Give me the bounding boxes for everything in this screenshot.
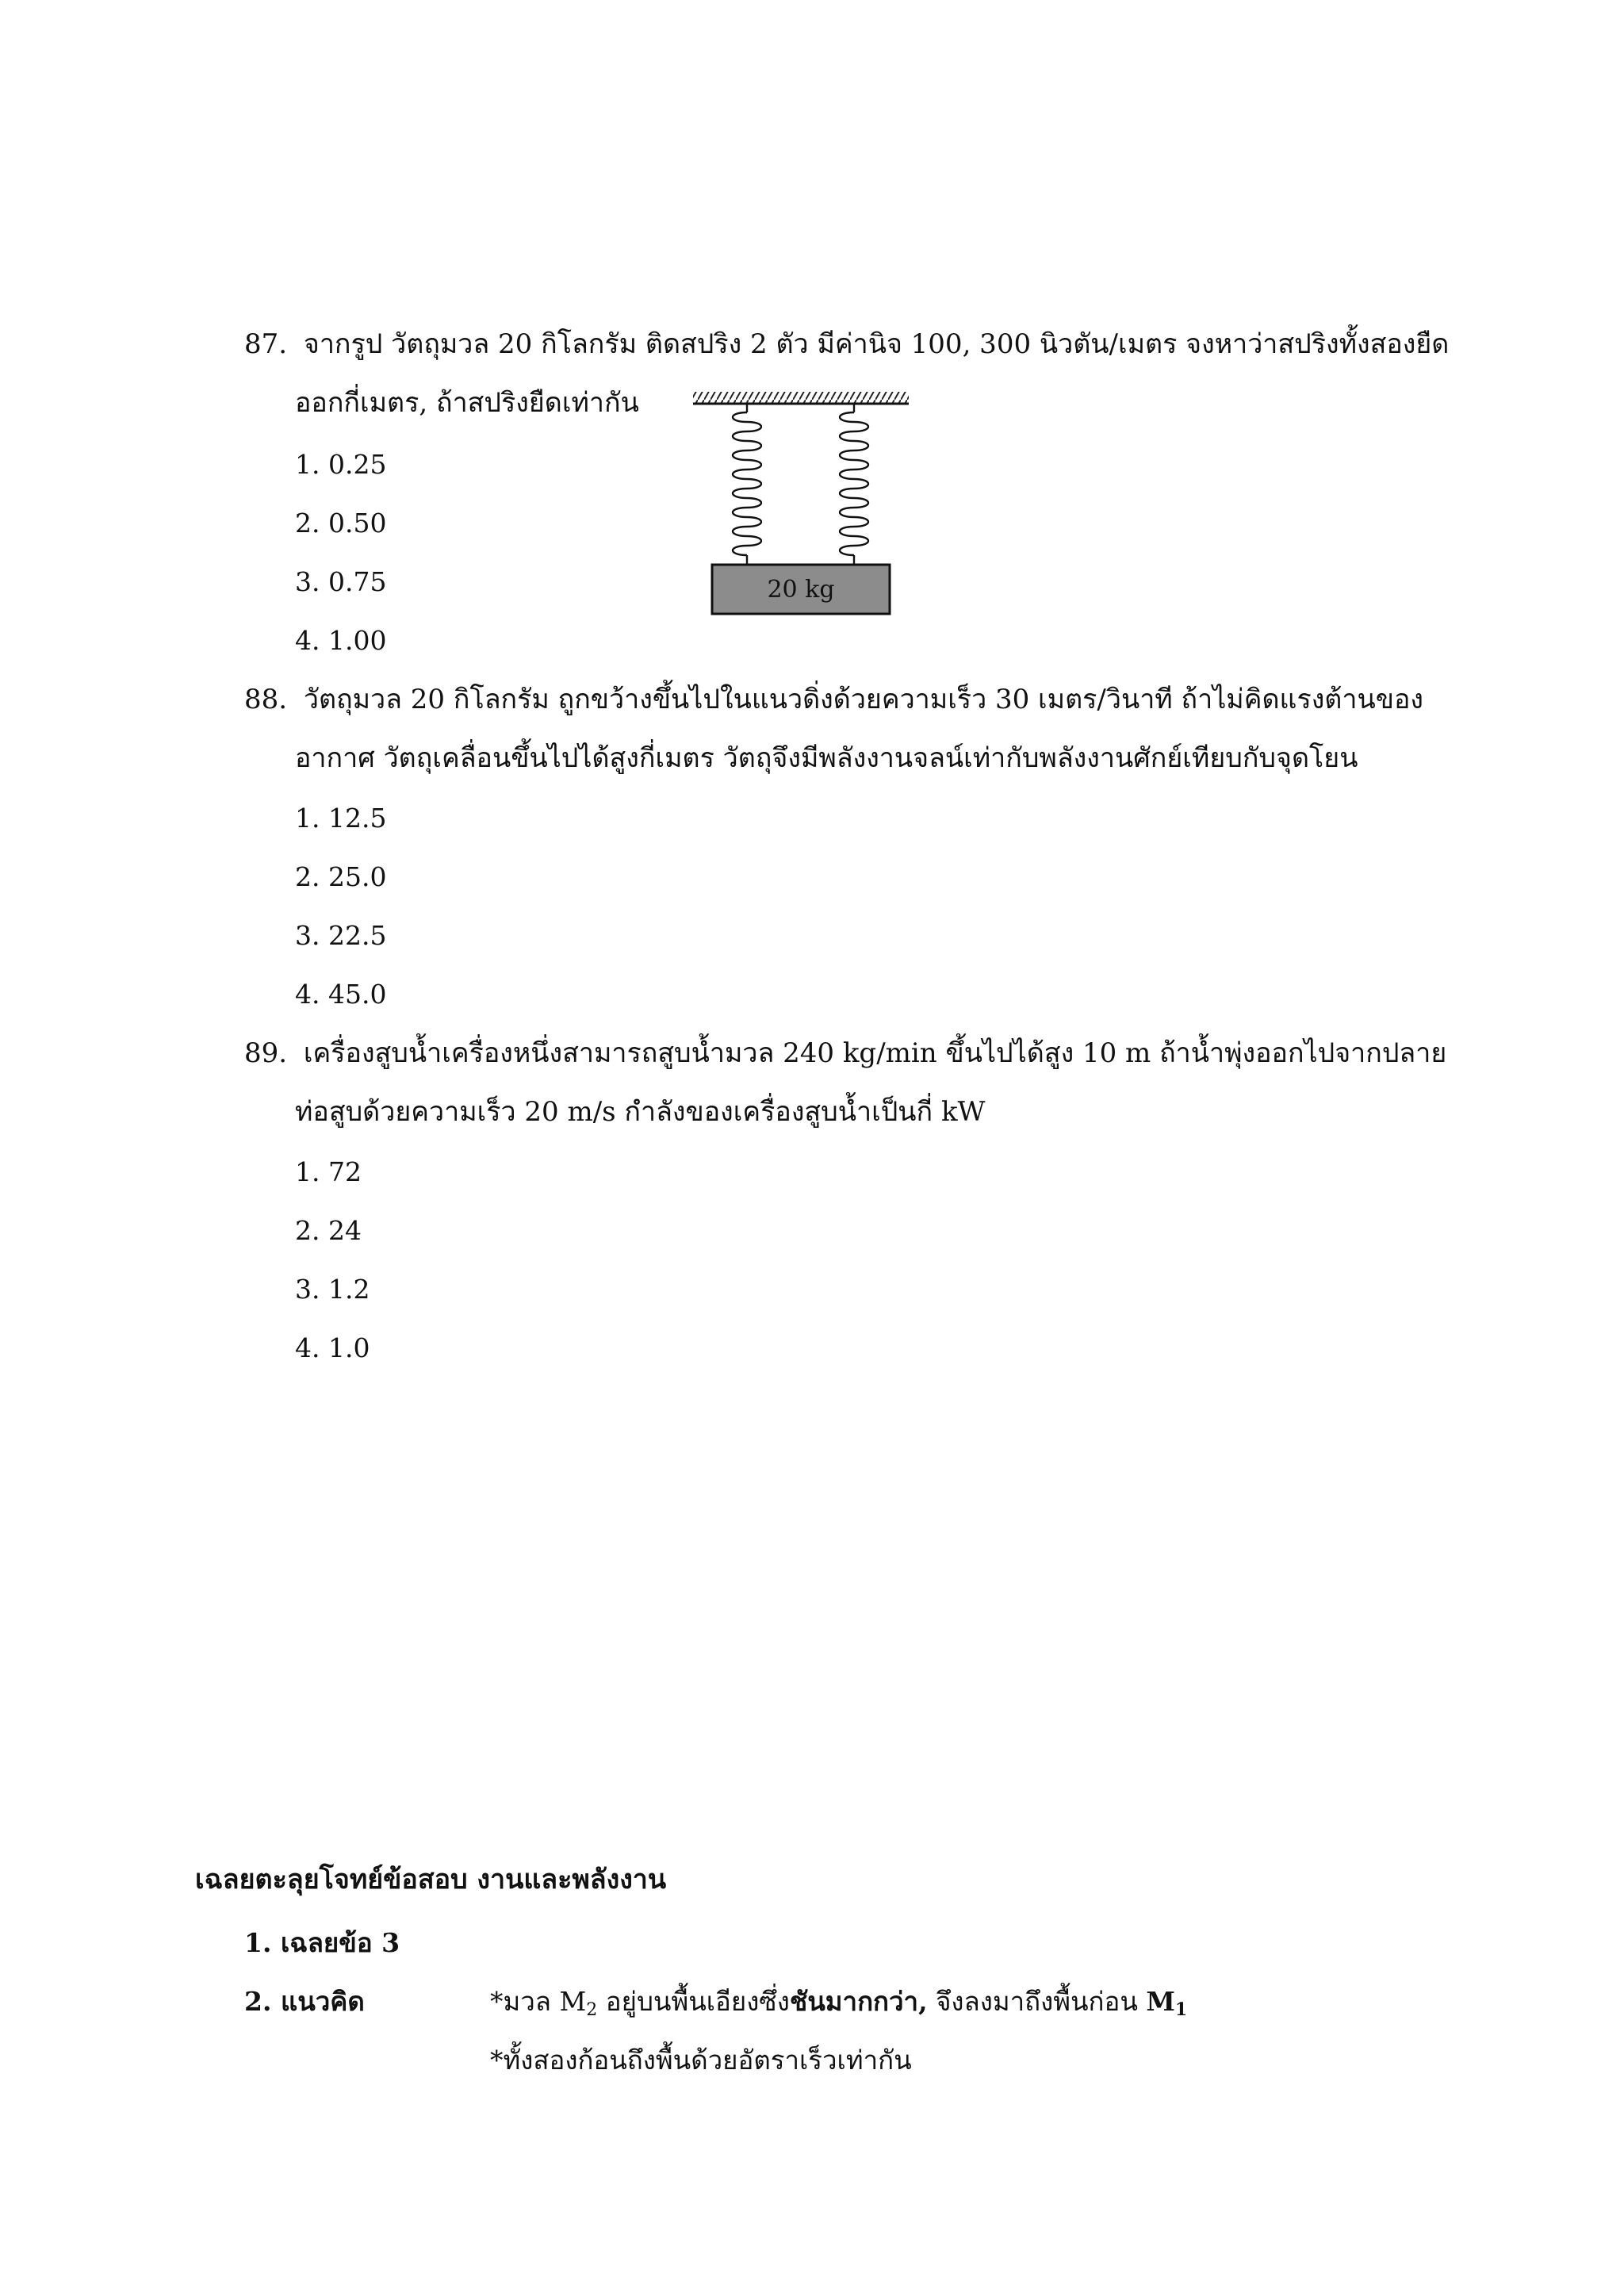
ceiling-support	[693, 392, 909, 403]
spring-mass-figure	[691, 389, 914, 619]
answer-2-text-b: อยู่บนพื้นเอียงซึ่ง	[597, 1986, 790, 2017]
question-88-option-1: 1. 12.5	[295, 803, 387, 834]
question-89-option-4: 4. 1.0	[295, 1332, 370, 1363]
answer-2-text-m: M	[1146, 1986, 1175, 2017]
question-88-text: วัตถุมวล 20 กิโลกรัม ถูกขว้างขึ้นไปในแนวดิ่งด้วยความเร็ว 30 เมตร/วินาที ถ้าไม่คิดแรงต้านของ	[303, 684, 1423, 715]
answer-2-text-a: *มวล M	[490, 1986, 587, 2017]
answer-2-text-bold: ชันมากกว่า,	[789, 1986, 928, 2017]
question-87-text: จากรูป วัตถุมวล 20 กิโลกรัม ติดสปริง 2 ตัว มีค่านิจ 100, 300 นิวตัน/เมตร จงหาว่าสปริงทั้งสองยืด	[303, 328, 1450, 360]
question-89-line2: ท่อสูบด้วยความเร็ว 20 m/s กำลังของเครื่องสูบน้ำเป็นกี่ kW	[295, 1096, 986, 1128]
question-88-option-4: 4. 45.0	[295, 979, 387, 1010]
question-88-line2: อากาศ วัตถุเคลื่อนขึ้นไปได้สูงกี่เมตร วัตถุจึงมีพลังงานจลน์เท่ากับพลังงานศักย์เทียบกับจุดโยน	[295, 742, 1358, 774]
answer-item-1: 1. เฉลยข้อ 3	[244, 1927, 400, 1958]
answers-heading: เฉลยตะลุยโจทย์ข้อสอบ งานและพลังงาน	[195, 1864, 667, 1895]
question-87-line1	[244, 325, 1449, 363]
question-88-line1	[244, 680, 1423, 719]
left-spring	[733, 404, 761, 565]
answer-2-sub-a: 2	[586, 2000, 598, 2020]
question-89-option-1: 1. 72	[295, 1156, 362, 1187]
question-88-number: 88.	[244, 684, 288, 715]
question-89-text: เครื่องสูบน้ำเครื่องหนึ่งสามารถสูบน้ำมวล 240 kg/min ขึ้นไปได้สูง 10 m ถ้าน้ำพุ่งออกไปจากปลาย	[303, 1037, 1447, 1069]
question-89-number: 89.	[244, 1037, 288, 1069]
question-89-option-3: 3. 1.2	[295, 1274, 370, 1305]
question-87-number: 87.	[244, 328, 288, 360]
right-spring	[840, 404, 868, 565]
question-87-option-4: 4. 1.00	[295, 625, 387, 656]
question-89-option-2: 2. 24	[295, 1215, 362, 1246]
answer-2-text-c: จึงลงมาถึงพื้นก่อน	[927, 1986, 1147, 2017]
question-89-line1	[244, 1034, 1446, 1072]
question-87-option-1: 1. 0.25	[295, 449, 387, 480]
question-87-option-3: 3. 0.75	[295, 566, 387, 597]
answer-item-2-label: 2. แนวคิด	[244, 1986, 365, 2017]
question-88-option-2: 2. 25.0	[295, 861, 387, 892]
answer-item-2-line1	[490, 1983, 1187, 2030]
answer-item-2-line2: *ทั้งสองก้อนถึงพื้นด้วยอัตราเร็วเท่ากัน	[490, 2045, 912, 2076]
mass-label: 20 kg	[767, 576, 835, 604]
question-87-line2: ออกกี่เมตร, ถ้าสปริงยืดเท่ากัน	[295, 387, 639, 419]
question-87-option-2: 2. 0.50	[295, 508, 387, 539]
question-88-option-3: 3. 22.5	[295, 920, 387, 951]
answer-2-sub-b: 1	[1174, 1999, 1188, 2020]
